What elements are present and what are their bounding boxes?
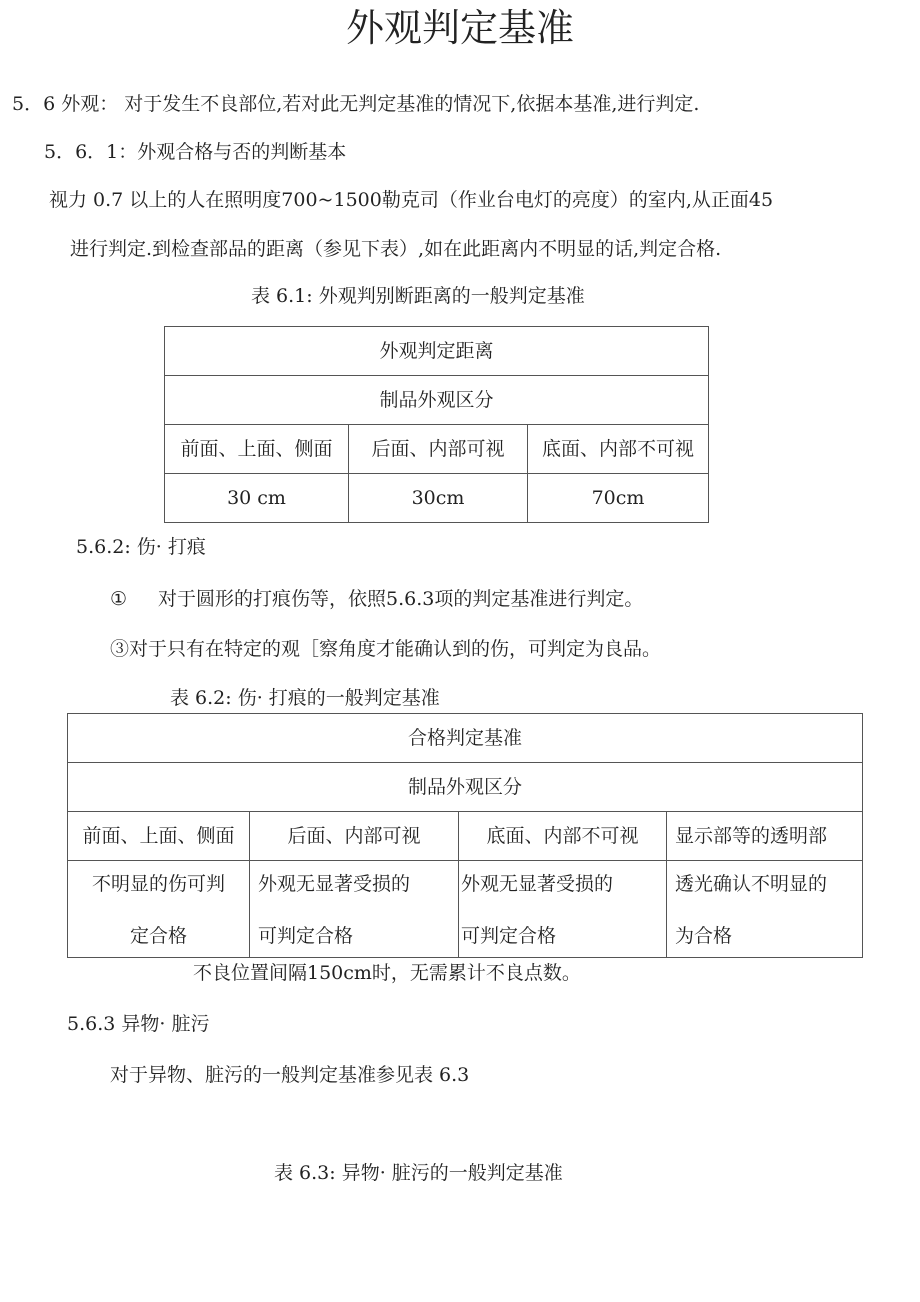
section-5-6-3-body: 对于异物、脏污的一般判定基准参见表 6.3 bbox=[110, 1064, 470, 1086]
table3-caption: 表 6.3: 异物· 脏污的一般判定基准 bbox=[274, 1162, 563, 1184]
table2-cell-bottom-line1: 外观无显著受损的 bbox=[461, 873, 614, 895]
table2-cell-bottom-line2: 可判定合格 bbox=[461, 925, 557, 947]
table2-cell-front-line2: 定合格 bbox=[129, 925, 187, 947]
section-5-6-2-heading: 5.6.2: 伤· 打痕 bbox=[76, 536, 206, 558]
table1-col-front: 前面、上面、侧面 bbox=[165, 425, 349, 474]
table-scratch-criteria bbox=[67, 713, 863, 958]
table2-col-transparent: 显示部等的透明部 bbox=[667, 812, 863, 861]
section-5-6-1-body-line2: 进行判定.到检查部品的距离（参见下表）,如在此距离内不明显的话,判定合格. bbox=[70, 238, 722, 260]
page-title: 外观判定基准 bbox=[345, 6, 574, 50]
table1-col-bottom: 底面、内部不可视 bbox=[528, 425, 709, 474]
table1-header-distance: 外观判定距离 bbox=[165, 327, 709, 376]
table2-cell-front-line1: 不明显的伤可判 bbox=[91, 873, 225, 895]
table-inspection-distance bbox=[164, 326, 709, 523]
section-5-6-2-item3: ③对于只有在特定的观［察角度才能确认到的伤，可判定为良品。 bbox=[110, 638, 662, 660]
table2-cell-front bbox=[68, 861, 250, 958]
table1-col-back: 后面、内部可视 bbox=[349, 425, 528, 474]
table2-cell-bottom bbox=[459, 861, 667, 958]
table1-caption: 表 6.1: 外观判别断距离的一般判定基准 bbox=[251, 285, 585, 307]
section-5-6-1-heading: 5．6．1：外观合格与否的判断基本 bbox=[44, 141, 347, 163]
table2-caption: 表 6.2: 伤· 打痕的一般判定基准 bbox=[170, 687, 440, 709]
table2-header-criteria: 合格判定基准 bbox=[68, 714, 863, 763]
table2-cell-back bbox=[250, 861, 459, 958]
table2-col-front: 前面、上面、侧面 bbox=[68, 812, 250, 861]
table1-value-front: 30 cm bbox=[165, 474, 349, 523]
section-5-6-1-body-line1: 视力 0.7 以上的人在照明度700~1500勒克司（作业台电灯的亮度）的室内,从正面45 bbox=[49, 189, 774, 211]
section-5-6: 5．6 外观： 对于发生不良部位,若对此无判定基准的情况下,依据本基准,进行判定. bbox=[12, 93, 700, 115]
table2-cell-transparent-line1: 透光确认不明显的 bbox=[675, 873, 828, 895]
table2-col-back: 后面、内部可视 bbox=[250, 812, 459, 861]
table2-header-category: 制品外观区分 bbox=[68, 763, 863, 812]
table2-cell-transparent-line2: 为合格 bbox=[675, 925, 733, 947]
table2-cell-transparent bbox=[667, 861, 863, 958]
table1-header-category: 制品外观区分 bbox=[165, 376, 709, 425]
table2-cell-back-line1: 外观无显著受损的 bbox=[258, 873, 411, 895]
table1-value-back: 30cm bbox=[349, 474, 528, 523]
table2-col-bottom: 底面、内部不可视 bbox=[459, 812, 667, 861]
section-5-6-3-heading: 5.6.3 异物· 脏污 bbox=[67, 1013, 210, 1035]
section-5-6-2-item1: 对于圆形的打痕伤等，依照5.6.3项的判定基准进行判定。 bbox=[158, 588, 644, 610]
section-5-6-2-item1-mark: ① bbox=[110, 588, 128, 610]
table1-value-bottom: 70cm bbox=[528, 474, 709, 523]
table2-cell-back-line2: 可判定合格 bbox=[258, 925, 354, 947]
table2-note: 不良位置间隔150cm时，无需累计不良点数。 bbox=[193, 962, 581, 984]
